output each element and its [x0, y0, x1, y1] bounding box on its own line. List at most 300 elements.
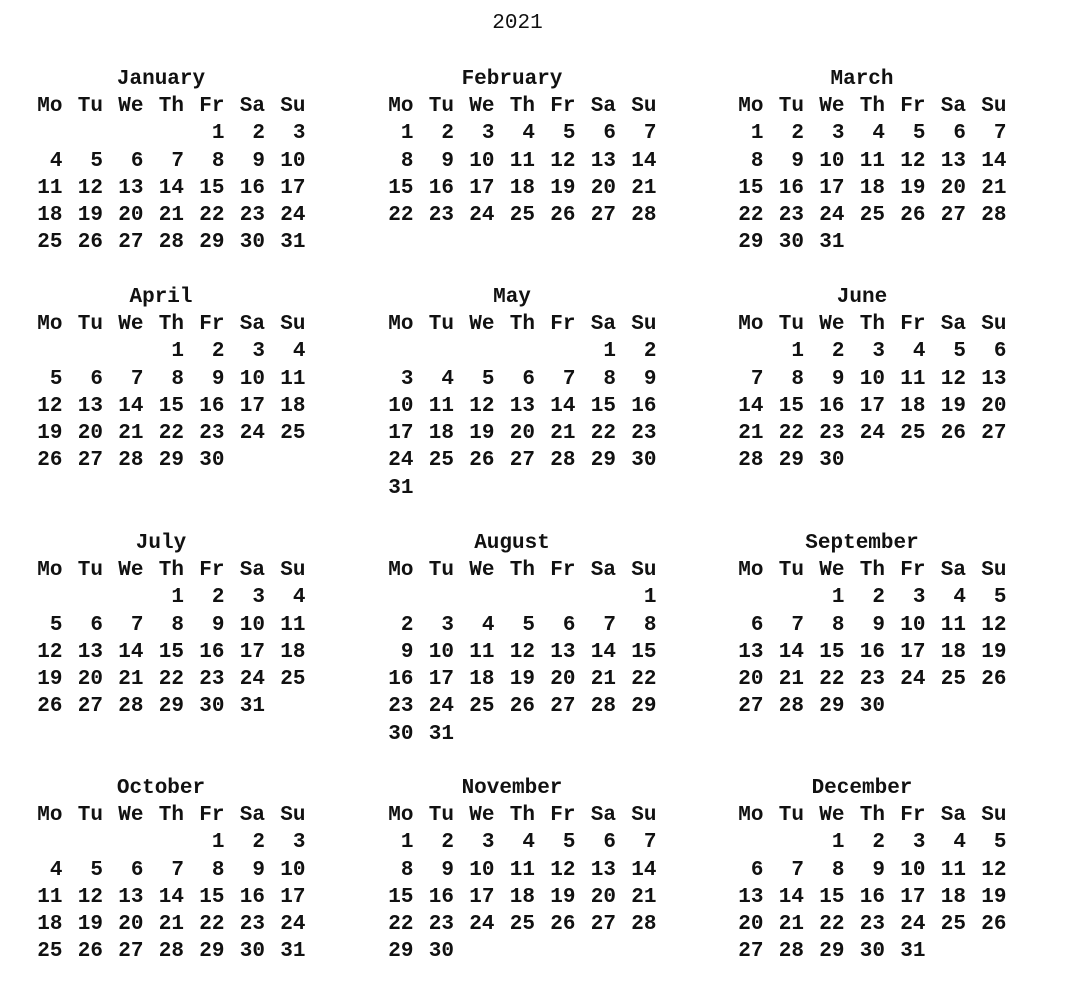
empty-day-cell: [495, 338, 536, 365]
day-cell: 24: [859, 422, 885, 446]
week-row: [22, 420, 312, 447]
weekday-label: We: [118, 559, 144, 582]
empty-day-cell: [454, 938, 495, 965]
day-cell: 12: [37, 394, 63, 418]
day-cell: 28: [158, 231, 184, 255]
day-cell: 5: [90, 149, 103, 173]
month-january: [22, 66, 312, 257]
day-cell: 3: [441, 613, 454, 637]
day-cell: 5: [953, 340, 966, 364]
day-cell: 17: [239, 394, 265, 418]
day-cell: 4: [953, 831, 966, 855]
day-cell: 13: [590, 149, 616, 173]
empty-day-cell: [576, 721, 617, 748]
day-cell: 9: [831, 367, 845, 391]
day-cell: 13: [590, 858, 616, 882]
weekday-label: Th: [158, 804, 184, 827]
day-cell: 2: [831, 340, 845, 364]
day-cell: 23: [428, 204, 454, 228]
day-cell: 22: [590, 422, 616, 446]
weekday-label: Mo: [37, 559, 63, 582]
day-cell: 28: [158, 940, 184, 964]
month-name: September: [805, 532, 919, 555]
day-cell: 3: [481, 831, 495, 855]
empty-day-cell: [373, 584, 414, 611]
week-row: [373, 857, 663, 884]
empty-day-cell: [764, 829, 805, 856]
weekday-label: Tu: [428, 95, 454, 118]
day-cell: 22: [819, 913, 845, 937]
week-row: [373, 393, 663, 420]
day-cell: 30: [239, 231, 265, 255]
day-cell: 1: [831, 586, 845, 610]
week-row: [723, 911, 1013, 938]
month-name: October: [116, 777, 206, 800]
day-cell: 27: [738, 695, 764, 719]
day-cell: 14: [631, 149, 657, 173]
day-cell: 20: [118, 204, 144, 228]
day-cell: 19: [940, 394, 966, 418]
day-cell: 31: [388, 476, 414, 500]
week-row: [723, 884, 1013, 911]
day-cell: 9: [252, 149, 265, 173]
day-cell: 14: [158, 885, 184, 909]
day-cell: 22: [388, 913, 414, 937]
week-row: [723, 857, 1013, 884]
day-cell: 12: [77, 885, 103, 909]
day-cell: 4: [481, 613, 495, 637]
empty-day-cell: [723, 338, 764, 365]
day-cell: 7: [791, 613, 804, 637]
day-cell: 22: [819, 668, 845, 692]
week-row: [723, 175, 1013, 202]
day-cell: 9: [211, 613, 225, 637]
empty-day-cell: [414, 475, 455, 502]
day-cell: 24: [900, 668, 926, 692]
day-cell: 10: [819, 149, 845, 173]
day-cell: 8: [400, 858, 414, 882]
weekday-label: We: [469, 95, 495, 118]
week-row: [22, 175, 312, 202]
day-cell: 11: [428, 394, 454, 418]
day-cell: 1: [750, 122, 764, 146]
empty-day-cell: [966, 938, 1007, 965]
day-cell: 11: [469, 640, 495, 664]
empty-day-cell: [966, 693, 1007, 720]
day-cell: 5: [90, 858, 103, 882]
day-cell: 16: [819, 394, 845, 418]
day-cell: 1: [211, 122, 225, 146]
weekday-label: Su: [280, 313, 306, 336]
day-cell: 25: [37, 940, 63, 964]
week-row: [22, 693, 312, 720]
empty-day-cell: [966, 447, 1007, 474]
day-cell: 20: [77, 422, 103, 446]
empty-day-cell: [535, 938, 576, 965]
month-december: [723, 775, 1013, 966]
day-cell: 20: [77, 668, 103, 692]
day-cell: 26: [550, 204, 576, 228]
week-row: [22, 393, 312, 420]
day-cell: 26: [550, 913, 576, 937]
month-july: [22, 530, 312, 721]
weekday-label: Mo: [738, 313, 764, 336]
day-cell: 6: [603, 831, 616, 855]
day-cell: 26: [981, 913, 1007, 937]
week-row: [373, 884, 663, 911]
month-september: [723, 530, 1013, 721]
day-cell: 6: [953, 122, 966, 146]
day-cell: 9: [441, 858, 454, 882]
day-cell: 25: [509, 204, 535, 228]
day-cell: 3: [831, 122, 845, 146]
day-cell: 17: [428, 668, 454, 692]
week-row: [373, 829, 663, 856]
month-april: [22, 284, 312, 475]
day-cell: 1: [171, 586, 184, 610]
day-cell: 14: [631, 858, 657, 882]
day-cell: 10: [280, 149, 306, 173]
day-cell: 31: [280, 940, 306, 964]
weekday-label: Su: [981, 313, 1007, 336]
day-cell: 23: [239, 204, 265, 228]
day-cell: 8: [211, 149, 225, 173]
day-cell: 25: [900, 422, 926, 446]
day-cell: 28: [778, 940, 804, 964]
day-cell: 30: [631, 449, 657, 473]
day-cell: 6: [750, 613, 764, 637]
day-cell: 20: [738, 668, 764, 692]
weekday-label: We: [819, 95, 845, 118]
day-cell: 8: [791, 367, 804, 391]
day-cell: 5: [49, 613, 63, 637]
day-cell: 5: [562, 122, 576, 146]
day-cell: 2: [791, 122, 804, 146]
day-cell: 11: [940, 613, 966, 637]
day-cell: 20: [590, 176, 616, 200]
day-cell: 29: [819, 695, 845, 719]
empty-day-cell: [926, 693, 967, 720]
day-cell: 31: [428, 722, 454, 746]
weekday-label: We: [819, 804, 845, 827]
week-row: [22, 366, 312, 393]
day-cell: 18: [428, 422, 454, 446]
empty-day-cell: [926, 447, 967, 474]
day-cell: 24: [280, 204, 306, 228]
empty-day-cell: [103, 338, 144, 365]
month-may: [373, 284, 663, 502]
weekday-label: Mo: [738, 804, 764, 827]
weekday-header: [22, 311, 312, 338]
day-cell: 16: [859, 885, 885, 909]
day-cell: 26: [77, 231, 103, 255]
week-row: [22, 829, 312, 856]
weekday-label: Tu: [77, 804, 103, 827]
weekday-label: Sa: [239, 804, 265, 827]
empty-day-cell: [535, 338, 576, 365]
weekday-label: Tu: [778, 804, 804, 827]
week-row: [373, 911, 663, 938]
weekday-label: Fr: [199, 95, 225, 118]
weekday-label: Su: [631, 559, 657, 582]
week-row: [723, 666, 1013, 693]
week-row: [22, 447, 312, 474]
weekday-label: We: [118, 95, 144, 118]
weekday-label: Sa: [940, 95, 966, 118]
weekday-label: Tu: [77, 95, 103, 118]
day-cell: 15: [738, 176, 764, 200]
week-row: [373, 666, 663, 693]
weekday-label: Su: [631, 804, 657, 827]
weekday-label: Sa: [940, 559, 966, 582]
weekday-label: Sa: [590, 313, 616, 336]
weekday-label: Su: [981, 804, 1007, 827]
day-cell: 8: [400, 149, 414, 173]
day-cell: 7: [993, 122, 1007, 146]
day-cell: 12: [550, 149, 576, 173]
weekday-label: Mo: [738, 559, 764, 582]
week-row: [723, 584, 1013, 611]
day-cell: 31: [900, 940, 926, 964]
day-cell: 29: [388, 940, 414, 964]
calendar-year-title: 2021: [492, 12, 543, 35]
day-cell: 25: [469, 695, 495, 719]
day-cell: 19: [550, 176, 576, 200]
weekday-label: Th: [158, 559, 184, 582]
day-cell: 16: [388, 668, 414, 692]
week-row: [373, 447, 663, 474]
week-row: [22, 938, 312, 965]
day-cell: 15: [199, 176, 225, 200]
day-cell: 17: [280, 176, 306, 200]
week-row: [373, 202, 663, 229]
day-cell: 1: [831, 831, 845, 855]
weekday-label: Su: [631, 313, 657, 336]
day-cell: 2: [211, 340, 225, 364]
week-row: [22, 148, 312, 175]
month-name: March: [830, 68, 894, 91]
month-name: December: [811, 777, 913, 800]
day-cell: 23: [819, 422, 845, 446]
month-name: August: [474, 532, 550, 555]
day-cell: 1: [603, 340, 616, 364]
weekday-label: Mo: [738, 95, 764, 118]
month-name: July: [135, 532, 187, 555]
day-cell: 19: [981, 640, 1007, 664]
day-cell: 10: [859, 367, 885, 391]
weekday-label: Mo: [37, 313, 63, 336]
empty-day-cell: [495, 721, 536, 748]
day-cell: 7: [171, 149, 184, 173]
day-cell: 13: [981, 367, 1007, 391]
week-row: [723, 393, 1013, 420]
weekday-label: Su: [280, 559, 306, 582]
day-cell: 1: [791, 340, 804, 364]
weekday-header: [373, 557, 663, 584]
day-cell: 8: [603, 367, 616, 391]
day-cell: 20: [940, 176, 966, 200]
weekday-label: Sa: [590, 804, 616, 827]
day-cell: 29: [199, 231, 225, 255]
day-cell: 23: [199, 422, 225, 446]
day-cell: 19: [509, 668, 535, 692]
day-cell: 3: [292, 831, 306, 855]
day-cell: 23: [388, 695, 414, 719]
day-cell: 19: [900, 176, 926, 200]
week-row: [22, 584, 312, 611]
day-cell: 18: [509, 885, 535, 909]
day-cell: 8: [831, 613, 845, 637]
weekday-label: Fr: [900, 559, 926, 582]
empty-day-cell: [22, 829, 63, 856]
week-row: [373, 721, 663, 748]
day-cell: 14: [590, 640, 616, 664]
weekday-label: Fr: [900, 804, 926, 827]
day-cell: 8: [171, 367, 184, 391]
day-cell: 27: [738, 940, 764, 964]
week-row: [22, 911, 312, 938]
weekday-label: Fr: [550, 804, 576, 827]
weekday-label: Tu: [778, 559, 804, 582]
day-cell: 29: [590, 449, 616, 473]
weekday-label: Mo: [388, 559, 414, 582]
day-cell: 21: [158, 204, 184, 228]
week-row: [723, 447, 1013, 474]
day-cell: 13: [77, 394, 103, 418]
day-cell: 12: [550, 858, 576, 882]
day-cell: 29: [738, 231, 764, 255]
day-cell: 21: [778, 668, 804, 692]
day-cell: 3: [912, 831, 926, 855]
weekday-label: Mo: [388, 313, 414, 336]
empty-day-cell: [414, 338, 455, 365]
empty-day-cell: [144, 829, 185, 856]
weekday-label: Tu: [428, 313, 454, 336]
day-cell: 31: [280, 231, 306, 255]
weekday-label: Su: [280, 804, 306, 827]
empty-day-cell: [265, 693, 306, 720]
weekday-label: Tu: [778, 95, 804, 118]
weekday-label: We: [819, 559, 845, 582]
day-cell: 9: [211, 367, 225, 391]
day-cell: 4: [441, 367, 454, 391]
empty-day-cell: [495, 475, 536, 502]
day-cell: 28: [550, 449, 576, 473]
day-cell: 25: [859, 204, 885, 228]
day-cell: 3: [252, 340, 265, 364]
week-row: [373, 338, 663, 365]
empty-day-cell: [885, 447, 926, 474]
day-cell: 22: [199, 913, 225, 937]
day-cell: 16: [199, 394, 225, 418]
day-cell: 1: [400, 831, 414, 855]
day-cell: 10: [428, 640, 454, 664]
day-cell: 29: [158, 695, 184, 719]
week-row: [723, 693, 1013, 720]
day-cell: 22: [388, 204, 414, 228]
day-cell: 4: [953, 586, 966, 610]
day-cell: 1: [211, 831, 225, 855]
month-name: May: [493, 286, 531, 309]
day-cell: 21: [118, 422, 144, 446]
week-row: [723, 120, 1013, 147]
weekday-label: Mo: [37, 804, 63, 827]
week-row: [373, 175, 663, 202]
week-row: [723, 420, 1013, 447]
day-cell: 15: [158, 394, 184, 418]
day-cell: 4: [49, 149, 63, 173]
day-cell: 7: [130, 613, 144, 637]
day-cell: 13: [940, 149, 966, 173]
empty-day-cell: [22, 120, 63, 147]
day-cell: 27: [77, 695, 103, 719]
week-row: [22, 229, 312, 256]
day-cell: 2: [643, 340, 657, 364]
day-cell: 26: [77, 940, 103, 964]
day-cell: 27: [77, 449, 103, 473]
month-name: April: [129, 286, 193, 309]
weekday-label: Fr: [550, 313, 576, 336]
day-cell: 21: [590, 668, 616, 692]
day-cell: 23: [631, 422, 657, 446]
weekday-label: Th: [509, 313, 535, 336]
day-cell: 23: [859, 668, 885, 692]
day-cell: 15: [158, 640, 184, 664]
month-name: January: [116, 68, 206, 91]
day-cell: 26: [981, 668, 1007, 692]
day-cell: 20: [590, 885, 616, 909]
day-cell: 14: [778, 885, 804, 909]
day-cell: 30: [778, 231, 804, 255]
day-cell: 11: [900, 367, 926, 391]
day-cell: 16: [631, 394, 657, 418]
day-cell: 6: [130, 858, 144, 882]
day-cell: 2: [441, 122, 454, 146]
day-cell: 21: [981, 176, 1007, 200]
day-cell: 4: [292, 340, 306, 364]
day-cell: 6: [562, 613, 576, 637]
day-cell: 5: [912, 122, 926, 146]
day-cell: 18: [940, 885, 966, 909]
day-cell: 4: [522, 831, 535, 855]
week-row: [723, 938, 1013, 965]
day-cell: 29: [778, 449, 804, 473]
week-row: [723, 829, 1013, 856]
empty-day-cell: [576, 938, 617, 965]
day-cell: 31: [239, 695, 265, 719]
day-cell: 14: [778, 640, 804, 664]
day-cell: 25: [280, 668, 306, 692]
day-cell: 27: [981, 422, 1007, 446]
day-cell: 4: [522, 122, 535, 146]
day-cell: 28: [631, 204, 657, 228]
day-cell: 7: [643, 122, 657, 146]
day-cell: 18: [280, 394, 306, 418]
weekday-label: Tu: [77, 313, 103, 336]
day-cell: 3: [400, 367, 414, 391]
day-cell: 6: [130, 149, 144, 173]
day-cell: 18: [859, 176, 885, 200]
day-cell: 28: [631, 913, 657, 937]
day-cell: 5: [993, 831, 1007, 855]
day-cell: 23: [199, 668, 225, 692]
weekday-label: Sa: [239, 313, 265, 336]
day-cell: 27: [509, 449, 535, 473]
day-cell: 7: [171, 858, 184, 882]
day-cell: 6: [603, 122, 616, 146]
day-cell: 18: [280, 640, 306, 664]
empty-day-cell: [103, 120, 144, 147]
